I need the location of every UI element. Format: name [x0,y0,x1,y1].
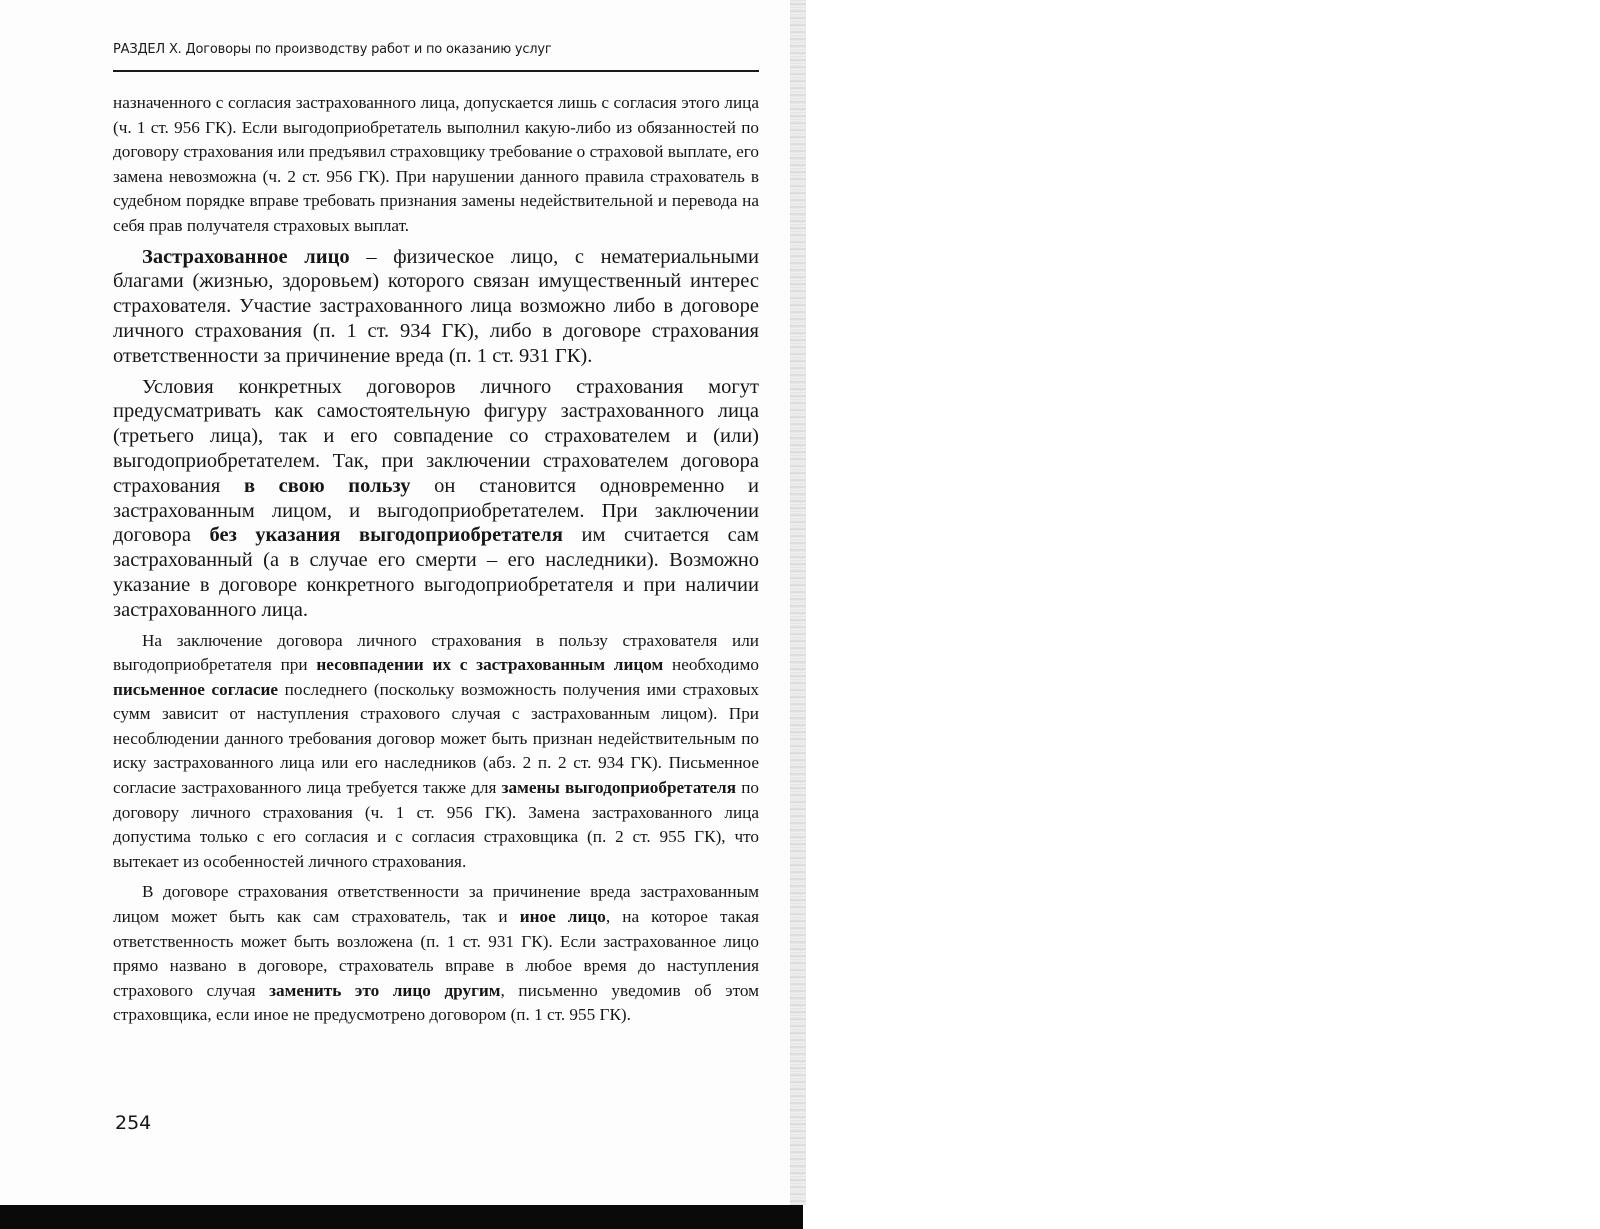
book-gutter-shadow [790,0,806,1205]
paragraph-1 [113,91,759,239]
bold-term: письменное согласие [113,679,279,699]
paragraph-4 [113,629,759,875]
bold-term: несовпадении их с застрахованным лицом [316,655,664,675]
paragraph-text: На заключение договора личного страхования в пользу страхователя или выгодоприобретателя при [113,630,759,675]
paragraph-text: , на которое такая ответственность может быть возложена (п. 1 ст. 931 ГК). Если застрахованное лицо прямо названо в договоре, страхователь вправе в любое время до наступления страхового случая [113,907,759,1000]
page-body [113,91,759,1028]
bold-term: замены выгодоприобретателя [501,778,736,798]
running-head: РАЗДЕЛ X. Договоры по производству работ и по оказанию услуг [113,42,552,57]
bold-term: заменить это лицо другим [269,980,501,1000]
paragraph-text: он становится одновременно и застрахованным лицом, и выгодоприобретателем. При заключении договора [113,474,759,547]
paragraph-text: , письменно уведомив об этом страховщика, если иное не предусмотрено договором (п. 1 ст. 955 ГК). [113,980,759,1025]
bold-term: в свою пользу [243,474,411,497]
paragraph-text: необходимо [663,655,759,675]
paragraph-2 [113,245,759,369]
paragraph-text: В договоре страхования ответственности за причинение вреда застрахованным лицом может быть как сам страхователь, так и [113,882,759,927]
paragraph-text: – физическое лицо, с нематериальными благами (жизнью, здоровьем) которого связан имущественный интерес страхователя. Участие застрахованного лица возможно либо в договоре личного страхования (п. 1 ст. 934 ГК), либо в договоре страхования ответственности за причинение вреда (п. 1 ст. 931 ГК). [113,245,759,367]
bold-term: Застрахованное лицо [142,245,350,268]
paragraph-text: по договору личного страхования (ч. 1 ст. 956 ГК). Замена застрахованного лица допустима только с его согласия и с согласия страховщика (п. 2 ст. 955 ГК), что вытекает из особенностей личного страхования. [113,778,759,871]
paragraph-text: назначенного с согласия застрахованного лица, допускается лишь с согласия этого лица (ч. 1 ст. 956 ГК). Если выгодоприобретатель выполнил какую-либо из обязанностей по договору страхования или предъявил страховщику требование о страховой выплате, его замена невозможна (ч. 2 ст. 956 ГК). При нарушении данного правила страхователь в судебном порядке вправе требовать признания замены недействительной и перевода на себя прав получателя страховых выплат. [113,93,759,235]
scan-bottom-edge [0,1205,803,1229]
bold-term: иное лицо [519,907,606,927]
paragraph-text: Условия конкретных договоров личного страхования могут предусматривать как самостоятельную фигуру застрахованного лица (третьего лица), так и его совпадение со страхователем и (или) выгодоприобретателем. Так, при заключении страхователем договора страхования [113,375,759,497]
paragraph-5 [113,880,759,1028]
bold-term: без указания выгодоприобретателя [209,524,563,547]
paragraph-3 [113,375,759,623]
page-number: 254 [115,1112,152,1134]
paragraph-text: им считается сам застрахованный (а в случае его смерти – его наследники). Возможно указание в договоре конкретного выгодоприобретателя и при наличии застрахованного лица. [113,524,760,621]
paragraph-text: последнего (поскольку возможность получения ими страховых сумм зависит от наступления страхового случая с застрахованным лицом). При несоблюдении данного требования договор может быть признан недействительным по иску застрахованного лица или его наследников (абз. 2 п. 2 ст. 934 ГК). Письменное согласие застрахованного лица требуется также для [113,679,759,798]
header-rule [113,70,759,72]
